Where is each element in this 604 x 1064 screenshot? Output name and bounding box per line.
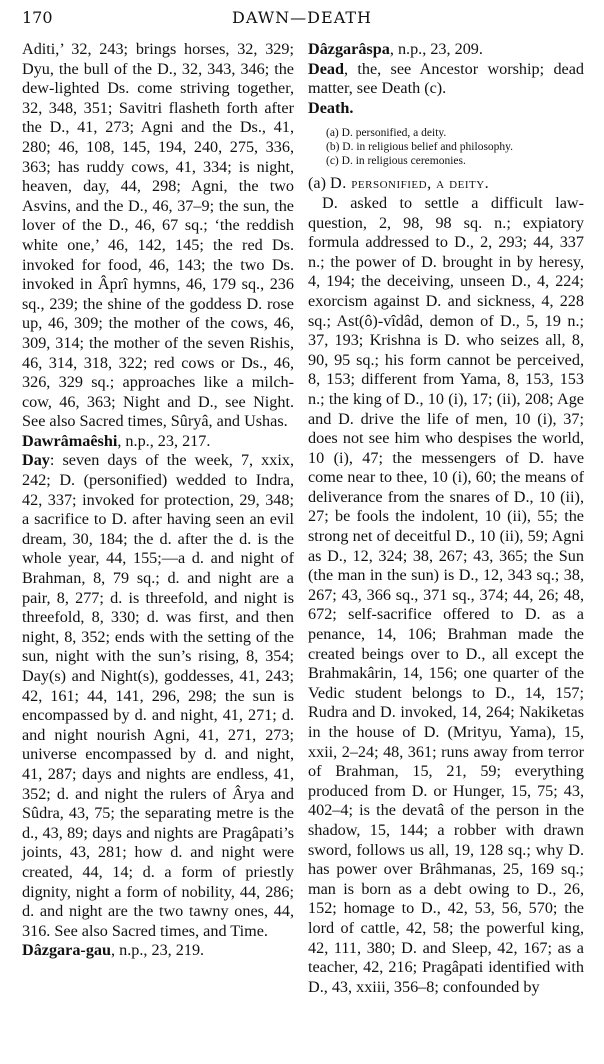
headword: Death. bbox=[308, 98, 354, 117]
right-column bbox=[308, 40, 584, 997]
page-number: 170 bbox=[22, 8, 53, 27]
headword: Day bbox=[22, 451, 50, 470]
subsection-item: (a) D. personified, a deity. bbox=[326, 127, 447, 140]
headword: Dawrâmaêshi bbox=[22, 431, 118, 450]
section-label: (a) bbox=[308, 174, 331, 193]
entry-body: : seven days of the week, 7, xxix, 242; D. (personified) wedded to Indra, 42, 337; invoked for protection, 29, 348; a sacrifice to D. after having seen an evil dream, 30, 184; the d. after the d. is the whole year, 44, 155;—a d. and night of Brahman, 8, 79 sq.; d. and night are a pair, 8, 277; d. is threefold, and night is threefold, 8, 330; d. was first, and then night, 8, 352; ends with the setting of the sun, night with the sun’s rising, 8, 354; Day(s) and Night(s), goddesses, 41, 243; 42, 161; 44, 141, 296, 298; the sun is encompassed by d. and night, 41, 271; d. and night nourish Agni, 41, 271, 273; universe encompassed by d. and night, 41, 287; days and nights are endless, 41, 352; d. and night the rulers of Ârya and Sûdra, 43, 75; the separating metre is the d., 43, 89; days and nights are Pragâpati’s joints, 43, 281; how d. and night were created, 44, 14; d. a form of priestly dignity, night a form of nobility, 44, 286; d. and night are the two tawny ones, 44, 316. See also Sacred times, and Time. bbox=[22, 451, 294, 940]
section-a-body: D. asked to settle a difficult law-question, 2, 98, 98 sq. n.; expiatory formula addressed to D., 2, 293; 44, 337 n.; the power of D. brought in by heresy, 4, 194; the deceiving, unseen D., 4, 224; exorcism against D. and sickness, 4, 228 sq.; Ast(ô)-vîdâd, demon of D., 5, 19 n.; 37, 193; Krishna is D. who seizes all, 8, 90, 95 sq.; his form cannot be perceived, 8, 153; different from Yama, 8, 153, 153 n.; the king of D., 10 (i), 17; (ii), 208; Age and D. drive the life of men, 10 (i), 37; does not see him who despises the world, 10 (i), 47; the messengers of D. have come near to thee, 10 (i), 60; the means of deliverance from the snares of D., 10 (ii), 27; be fools the indolent, 10 (ii), 55; the strong net of deceitful D., 10 (ii), 59; Agni as D., 12, 324; 38, 267; 43, 365; the Sun (the man in the sun) is D., 12, 343 sq.; 38, 267; 43, 366 sq., 371 sq., 374; 44, 26; 48, 672; self-sacrifice offered to D. as a penance, 14, 106; Brahman made the created beings over to D., all except the Brahmakârin, 14, 156; one quarter of the Vedic student belongs to D., 14, 157; Rudra and D. invoked, 14, 264; Nakiketas in the house of D. (Mrityu, Yama), 15, xxii, 2–24; 48, 361; runs away from terror of Brahman, 15, 21, 59; everything produced from D. or Hunger, 15, 75; 43, 402–4; is the devatâ of the person in the shadow, 15, 144; a robber with drawn sword, follows us all, 19, 128 sq.; why D. has power over Brâhmanas, 25, 169 sq.; man is born as a debt owing to D., 26, 152; homage to D., 42, 53, 56, 570; the lord of cattle, 42, 58; the powerful king, 42, 111, 380; D. and Sleep, 42, 167; as a teacher, 42, 216; Pragâpati identified with D., 43, xxiii, 356–8; confounded by bbox=[308, 193, 584, 996]
entry-death bbox=[308, 99, 584, 119]
section-a-heading bbox=[308, 174, 584, 194]
left-column bbox=[22, 40, 294, 961]
headword: Dâzgarâspa bbox=[308, 40, 390, 58]
entry-dazgara-gau bbox=[22, 941, 294, 961]
entry-body: , n.p., 23, 219. bbox=[111, 941, 205, 960]
entry-dawn-continued: Aditi,’ 32, 243; brings horses, 32, 329; Dyu, the bull of the D., 32, 343, 346; the dew-lighted Ds. come striving together, 32, 348, 351; Savitri flasheth forth after the D., 41, 273; Agni and the Ds., 41, 280; 46, 108, 145, 194, 240, 275, 336, 363; has ruddy cows, 41, 334; is night, heaven, day, 44, 298; Agni, the two Asvins, and the D., 46, 37–9; the sun, the lover of the D., 46, 67 sq.; ‘the reddish white one,’ 46, 142, 145; the red Ds. invoked for food, 46, 143; the two Ds. invoked in Âprî hymns, 46, 179 sq., 236 sq., 239; the shine of the goddess D. rose up, 46, 309; the mother of the cows, 46, 309, 314; the mother of the seven Rishis, 46, 314, 318, 322; red cows or Ds., 46, 326, 329 sq.; approaches like a milch-cow, 46, 363; Night and D., see Night. See also Sacred times, Sûryâ, and Ushas. bbox=[22, 40, 294, 431]
subsection-item: (b) D. in religious belief and philosophy. bbox=[326, 141, 514, 154]
entry-body: , the, see Ancestor worship; dead matter, see Death (c). bbox=[308, 59, 584, 98]
entry-body: , n.p., 23, 209. bbox=[389, 40, 483, 58]
section-title: D. personified, a deity. bbox=[330, 174, 490, 193]
entry-body: , n.p., 23, 217. bbox=[117, 431, 211, 450]
entry-dead bbox=[308, 60, 584, 99]
page-header bbox=[0, 6, 604, 32]
subsection-item: (c) D. in religious ceremonies. bbox=[326, 155, 466, 168]
entry-dazgaraspa bbox=[308, 40, 584, 60]
death-subsection-list bbox=[326, 126, 584, 168]
entry-dawramaeshi bbox=[22, 432, 294, 452]
running-head: DAWN—DEATH bbox=[232, 8, 372, 27]
entry-day bbox=[22, 451, 294, 941]
headword: Dâzgara-gau bbox=[22, 941, 112, 960]
headword: Dead bbox=[308, 59, 344, 78]
